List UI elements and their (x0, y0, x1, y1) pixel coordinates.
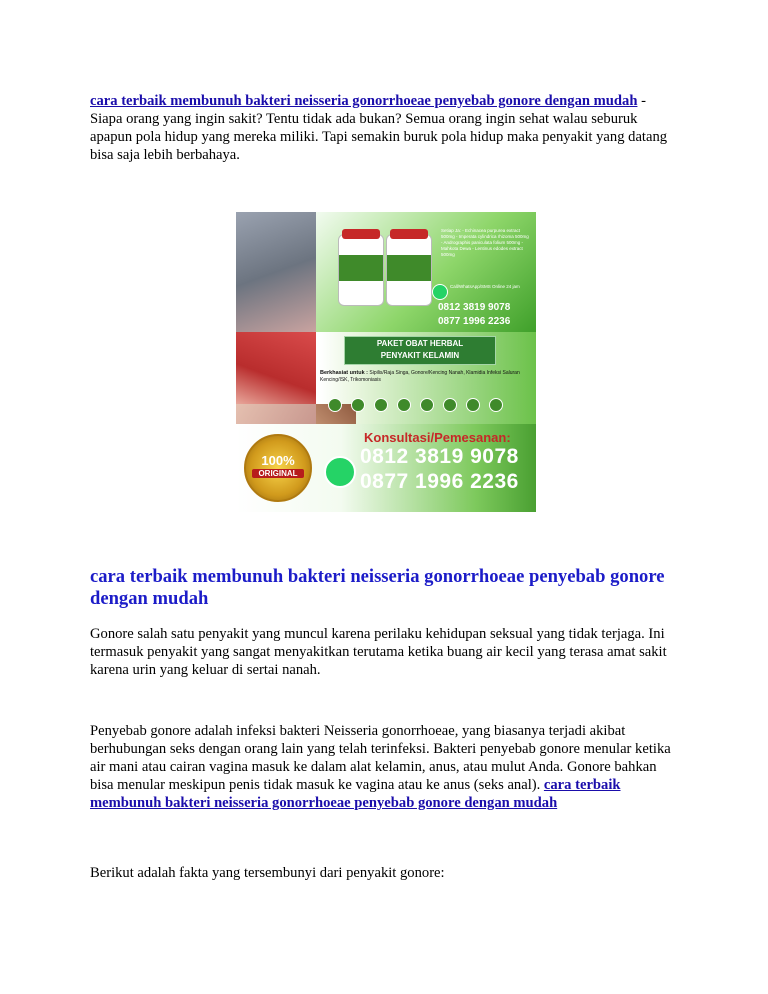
logo-icon (374, 398, 388, 412)
logo-icon (420, 398, 434, 412)
section-heading: cara terbaik membunuh bakteri neisseria gonorrhoeae penyebab gonore dengan mudah (90, 566, 665, 609)
intro-link[interactable]: cara terbaik membunuh bakteri neisseria gonorrhoeae penyebab gonore dengan mudah (90, 93, 638, 109)
ad-phone-2: 0877 1996 2236 (438, 316, 511, 327)
seal-percent: 100% (261, 453, 295, 468)
ad-photo-red-dress (236, 332, 316, 404)
ad-konsultasi: Konsultasi/Pemesanan: (364, 430, 511, 445)
seal-text: ORIGINAL (252, 469, 304, 478)
ad-big-phone-1: 0812 3819 9078 (360, 445, 519, 468)
paragraph-2 (90, 722, 680, 812)
logo-icon (351, 398, 365, 412)
product-jar (338, 234, 384, 306)
intro-text: Siapa orang yang ingin sakit? Tentu tidak ada bukan? Semua orang ingin sehat walau seburuk apapun pola hidup yang mereka miliki. Tapi semakin buruk pola hidup maka penyakit yang datang bisa saja lebih berbahaya. (90, 111, 668, 163)
product-ad-image (236, 212, 536, 512)
intro-paragraph (90, 92, 680, 164)
whatsapp-icon (324, 456, 356, 488)
paragraph-2-link[interactable]: cara terbaik membunuh bakteri neisseria gonorrhoeae penyebab gonore dengan mudah (90, 777, 621, 811)
paragraph-3: Berikut adalah fakta yang tersembunyi dari penyakit gonore: (90, 865, 445, 881)
ad-phone-1: 0812 3819 9078 (438, 302, 511, 313)
original-seal-icon (244, 434, 312, 502)
banner-line-2: PENYAKIT KELAMIN (380, 351, 460, 360)
logo-icon (397, 398, 411, 412)
product-jar (386, 234, 432, 306)
khasiat-text: Sipilis/Raja Singa, Gonore/Kencing Nanah, Klamidia Infeksi Saluran Kencing/ISK, Trikomoniasis (320, 370, 520, 383)
banner-line-1: PAKET OBAT HERBAL (376, 339, 464, 348)
ad-banner (344, 336, 496, 365)
ad-big-phone-2: 0877 1996 2236 (360, 470, 519, 493)
paragraph-1: Gonore salah satu penyakit yang muncul karena perilaku kehidupan seksual yang tidak terjaga. Ini termasuk penyakit yang sangat menyakitkan terutama ketika buang air kecil yang terasa amat sakit karena urin yang keluar di sertai nanah. (90, 626, 667, 678)
logo-icon (466, 398, 480, 412)
ad-contact-text: Call/WhatsApp/SMS Online 24 jam (450, 284, 520, 289)
logo-icon (443, 398, 457, 412)
ad-photo-pelvis (236, 212, 316, 332)
intro-separator: - (637, 93, 646, 109)
ad-khasiat (320, 370, 530, 384)
paragraph-2-text: Penyebab gonore adalah infeksi bakteri Neisseria gonorrhoeae, yang biasanya terjadi akibat berhubungan seks dengan orang lain yang telah terinfeksi. Bakteri penyebab gonore menular ketika air mani atau cairan vagina masuk ke dalam alat kelamin, anus, atau mulut Anda. Gonore bahkan bisa menular meskipun penis tidak masuk ke vagina atau ke anus (seks anal). (90, 723, 671, 793)
khasiat-label: Berkhasiat untuk : (320, 370, 368, 376)
logo-icon (489, 398, 503, 412)
ad-ingredients: Setiap Ja: - Echinacea purpurea extract 500mg - Imperata cylindrica rhizoma 500mg - Andrographis paniculata folium 500mg - Mahkota Dewa - Lentinus edodes extract 500mg (441, 228, 529, 257)
logo-icon (328, 398, 342, 412)
certification-logos (328, 398, 524, 414)
whatsapp-icon (432, 284, 448, 300)
